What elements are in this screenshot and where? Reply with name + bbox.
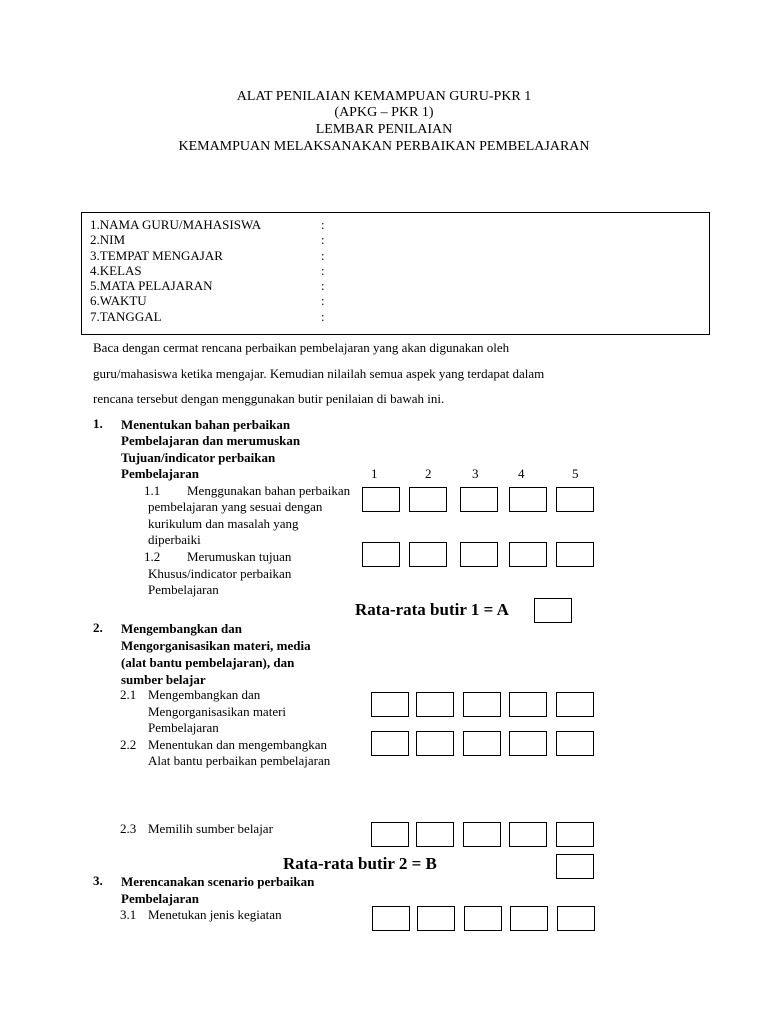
item-number: 1.2	[144, 549, 161, 564]
score-box-5[interactable]	[556, 731, 594, 756]
score-box-5[interactable]	[556, 487, 594, 512]
score-box-4[interactable]	[509, 542, 547, 567]
item-number: 1.1	[144, 483, 161, 498]
average-label-a: Rata-rata butir 1 = A	[355, 600, 509, 619]
score-box-4[interactable]	[509, 692, 547, 717]
identity-field-name: 1.NAMA GURU/MAHASISWA	[90, 217, 262, 232]
item-text-line: Mengorganisasikan materi	[148, 704, 287, 719]
score-box-3[interactable]	[460, 542, 498, 567]
section-number: 3.	[93, 873, 103, 888]
section-title-line: sumber belajar	[121, 672, 206, 687]
intro-line: guru/mahasiswa ketika mengajar. Kemudian nilailah semua aspek yang terdapat dalam	[93, 366, 545, 381]
item-text-line: Menetukan jenis kegiatan	[148, 907, 282, 922]
score-box-5[interactable]	[556, 542, 594, 567]
score-box-5[interactable]	[556, 692, 594, 717]
item-number: 2.2	[120, 737, 137, 752]
score-box-2[interactable]	[409, 542, 447, 567]
form-code: (APKG – PKR 1)	[334, 105, 434, 120]
section-title-line: Pembelajaran	[121, 891, 199, 906]
score-box-1[interactable]	[362, 487, 400, 512]
identity-field-class: 4.KELAS	[90, 263, 142, 278]
score-box-4[interactable]	[509, 731, 547, 756]
score-box-2[interactable]	[416, 731, 454, 756]
score-box-3[interactable]	[463, 822, 501, 847]
section-title-line: Merencanakan scenario perbaikan	[121, 874, 315, 889]
identity-colon: :	[321, 309, 325, 324]
form-title: ALAT PENILAIAN KEMAMPUAN GURU-PKR 1	[236, 89, 532, 104]
scale-label-4: 4	[518, 466, 525, 481]
identity-colon: :	[321, 248, 325, 263]
scale-label-1: 1	[371, 466, 378, 481]
item-number: 3.1	[120, 907, 137, 922]
score-box-4[interactable]	[510, 906, 548, 931]
identity-colon: :	[321, 278, 325, 293]
score-box-1[interactable]	[372, 906, 410, 931]
score-box-3[interactable]	[463, 692, 501, 717]
score-box-3[interactable]	[460, 487, 498, 512]
section-number: 2.	[93, 620, 103, 635]
item-text-line: Merumuskan tujuan	[187, 549, 292, 564]
average-box-b[interactable]	[556, 854, 594, 879]
item-text-line: Pembelajaran	[148, 720, 219, 735]
score-box-2[interactable]	[417, 906, 455, 931]
score-box-4[interactable]	[509, 822, 547, 847]
item-number: 2.1	[120, 687, 137, 702]
scale-label-3: 3	[472, 466, 479, 481]
identity-colon: :	[321, 217, 325, 232]
item-text-line: Khusus/indicator perbaikan	[148, 566, 292, 581]
score-box-5[interactable]	[557, 906, 595, 931]
item-text-line: Menggunakan bahan perbaikan	[187, 483, 351, 498]
section-number: 1.	[93, 416, 103, 431]
identity-box	[81, 212, 710, 335]
score-box-1[interactable]	[371, 731, 409, 756]
score-box-4[interactable]	[509, 487, 547, 512]
scale-label-2: 2	[425, 466, 432, 481]
score-box-3[interactable]	[464, 906, 502, 931]
item-text-line: Pembelajaran	[148, 582, 219, 597]
identity-field-nim: 2.NIM	[90, 232, 126, 247]
scale-label-5: 5	[572, 466, 579, 481]
section-title-line: Pembelajaran dan merumuskan	[121, 433, 301, 448]
form-subtitle: LEMBAR PENILAIAN	[315, 122, 453, 137]
identity-colon: :	[321, 232, 325, 247]
item-text-line: Alat bantu perbaikan pembelajaran	[148, 753, 331, 768]
identity-colon: :	[321, 293, 325, 308]
item-text-line: diperbaiki	[148, 532, 201, 547]
average-box-a[interactable]	[534, 598, 572, 623]
identity-field-time: 6.WAKTU	[90, 293, 147, 308]
section-title-line: Mengorganisasikan materi, media	[121, 638, 311, 653]
intro-line: Baca dengan cermat rencana perbaikan pembelajaran yang akan digunakan oleh	[93, 340, 510, 355]
item-text-line: Menentukan dan mengembangkan	[148, 737, 328, 752]
score-box-1[interactable]	[362, 542, 400, 567]
identity-field-place: 3.TEMPAT MENGAJAR	[90, 248, 223, 263]
item-text-line: kurikulum dan masalah yang	[148, 516, 299, 531]
identity-colon: :	[321, 263, 325, 278]
item-text-line: Memilih sumber belajar	[148, 821, 273, 836]
identity-field-subject: 5.MATA PELAJARAN	[90, 278, 213, 293]
score-box-5[interactable]	[556, 822, 594, 847]
score-box-2[interactable]	[409, 487, 447, 512]
item-text-line: Mengembangkan dan	[148, 687, 261, 702]
item-number: 2.3	[120, 821, 137, 836]
section-title-line: Pembelajaran	[121, 466, 199, 481]
form-heading: KEMAMPUAN MELAKSANAKAN PERBAIKAN PEMBELAJARAN	[178, 139, 590, 154]
score-box-3[interactable]	[463, 731, 501, 756]
intro-line: rencana tersebut dengan menggunakan butir penilaian di bawah ini.	[93, 391, 445, 406]
item-text-line: pembelajaran yang sesuai dengan	[148, 499, 323, 514]
section-title-line: Menentukan bahan perbaikan	[121, 417, 291, 432]
score-box-1[interactable]	[371, 692, 409, 717]
section-title-line: (alat bantu pembelajaran), dan	[121, 655, 295, 670]
score-box-2[interactable]	[416, 822, 454, 847]
average-label-b: Rata-rata butir 2 = B	[283, 854, 437, 873]
section-title-line: Tujuan/indicator perbaikan	[121, 450, 276, 465]
identity-field-date: 7.TANGGAL	[90, 309, 162, 324]
score-box-1[interactable]	[371, 822, 409, 847]
score-box-2[interactable]	[416, 692, 454, 717]
section-title-line: Mengembangkan dan	[121, 621, 242, 636]
